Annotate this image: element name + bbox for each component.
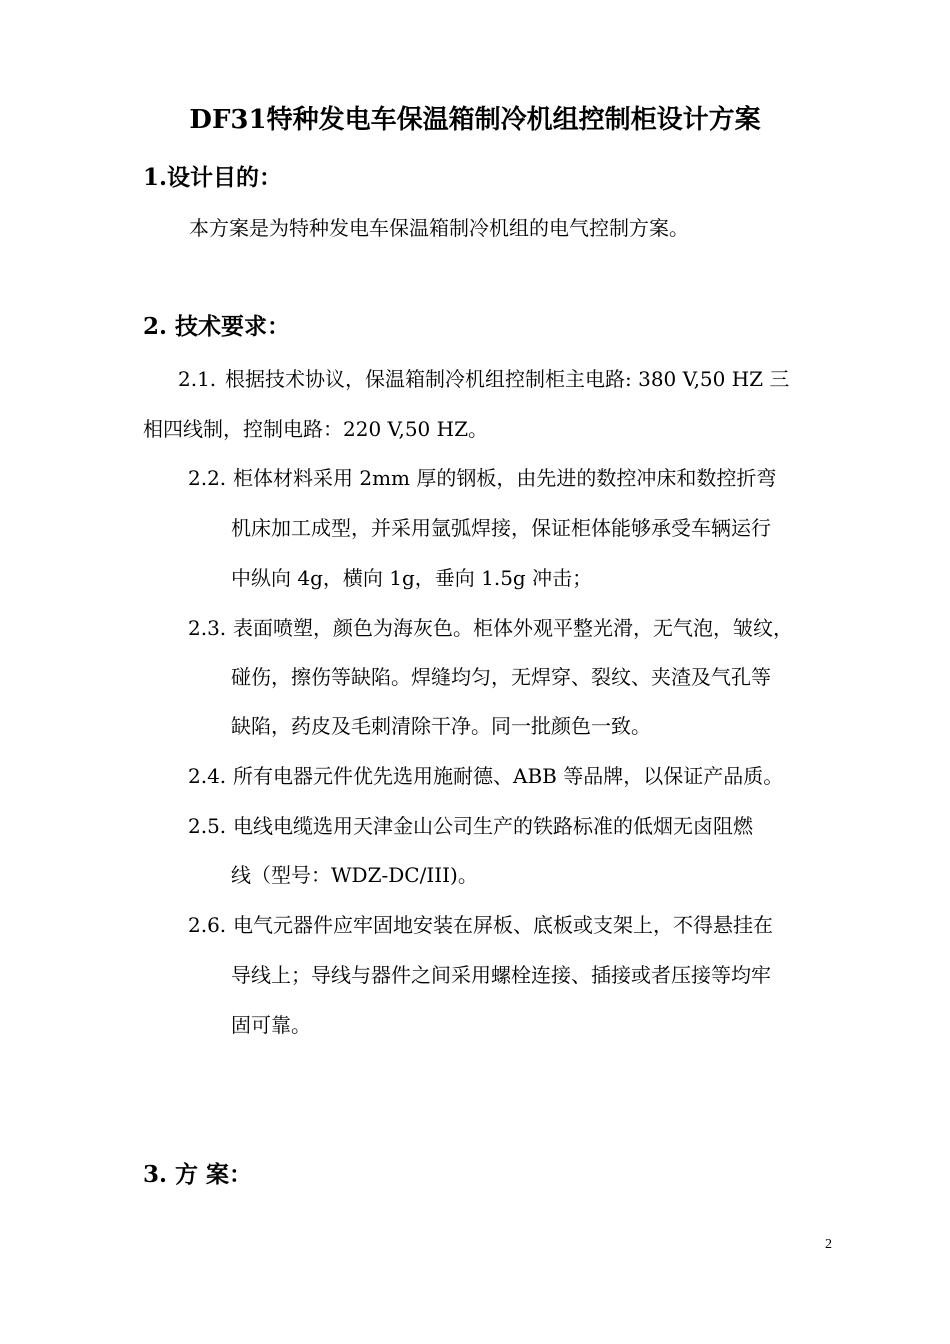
item-2-3-line-1: 表面喷塑，颜色为海灰色。柜体外观平整光滑，无气泡，皱纹， (233, 616, 793, 640)
item-2-2-line-2: 机床加工成型，并采用氩弧焊接，保证柜体能够承受车辆运行 (231, 516, 771, 540)
item-2-5-line-1: 电线电缆选用天津金山公司生产的铁路标准的低烟无卤阻燃 (233, 814, 753, 838)
item-2-3-line-3: 缺陷，药皮及毛刺清除干净。同一批颜色一致。 (231, 714, 651, 738)
section-heading-requirements: 2. 技术要求： (143, 313, 291, 340)
item-2-2-line-1: 柜体材料采用 2mm 厚的钢板，由先进的数控冲床和数控折弯 (233, 466, 777, 490)
item-2-6-line-3: 固可靠。 (231, 1013, 311, 1037)
item-number-2-3: 2.3. (188, 616, 227, 640)
item-2-6-line-1: 电气元器件应牢固地安装在屏板、底板或支架上，不得悬挂在 (233, 913, 773, 937)
item-2-1-line-2: 相四线制，控制电路：220 V,50 HZ。 (143, 417, 488, 441)
item-number-2-1: 2.1. (178, 367, 217, 391)
item-2-6-line-2: 导线上；导线与器件之间采用螺栓连接、插接或者压接等均牢 (231, 963, 771, 987)
item-2-4-line-1: 所有电器元件优先选用施耐德、ABB 等品牌，以保证产品质。 (233, 764, 784, 788)
item-number-2-2: 2.2. (188, 466, 227, 490)
section-heading-purpose: 1.设计目的： (143, 164, 283, 191)
item-number-2-5: 2.5. (188, 814, 227, 838)
purpose-paragraph: 本方案是为特种发电车保温箱制冷机组的电气控制方案。 (189, 216, 689, 240)
item-2-1-line-1: 根据技术协议，保温箱制冷机组控制柜主电路: 380 V,50 HZ 三 (225, 367, 790, 391)
item-number-2-6: 2.6. (188, 913, 227, 937)
item-number-2-4: 2.4. (188, 764, 227, 788)
item-2-5-line-2: 线（型号：WDZ-DC/III)。 (231, 863, 478, 887)
document-title: DF31特种发电车保温箱制冷机组控制柜设计方案 (189, 105, 761, 135)
item-2-3-line-2: 碰伤，擦伤等缺陷。焊缝均匀，无焊穿、裂纹、夹渣及气孔等 (231, 665, 771, 689)
section-heading-plan: 3. 方 案： (143, 1161, 253, 1188)
item-2-2-line-3: 中纵向 4g，横向 1g，垂向 1.5g 冲击； (231, 566, 593, 590)
page-number: 2 (825, 1237, 832, 1252)
